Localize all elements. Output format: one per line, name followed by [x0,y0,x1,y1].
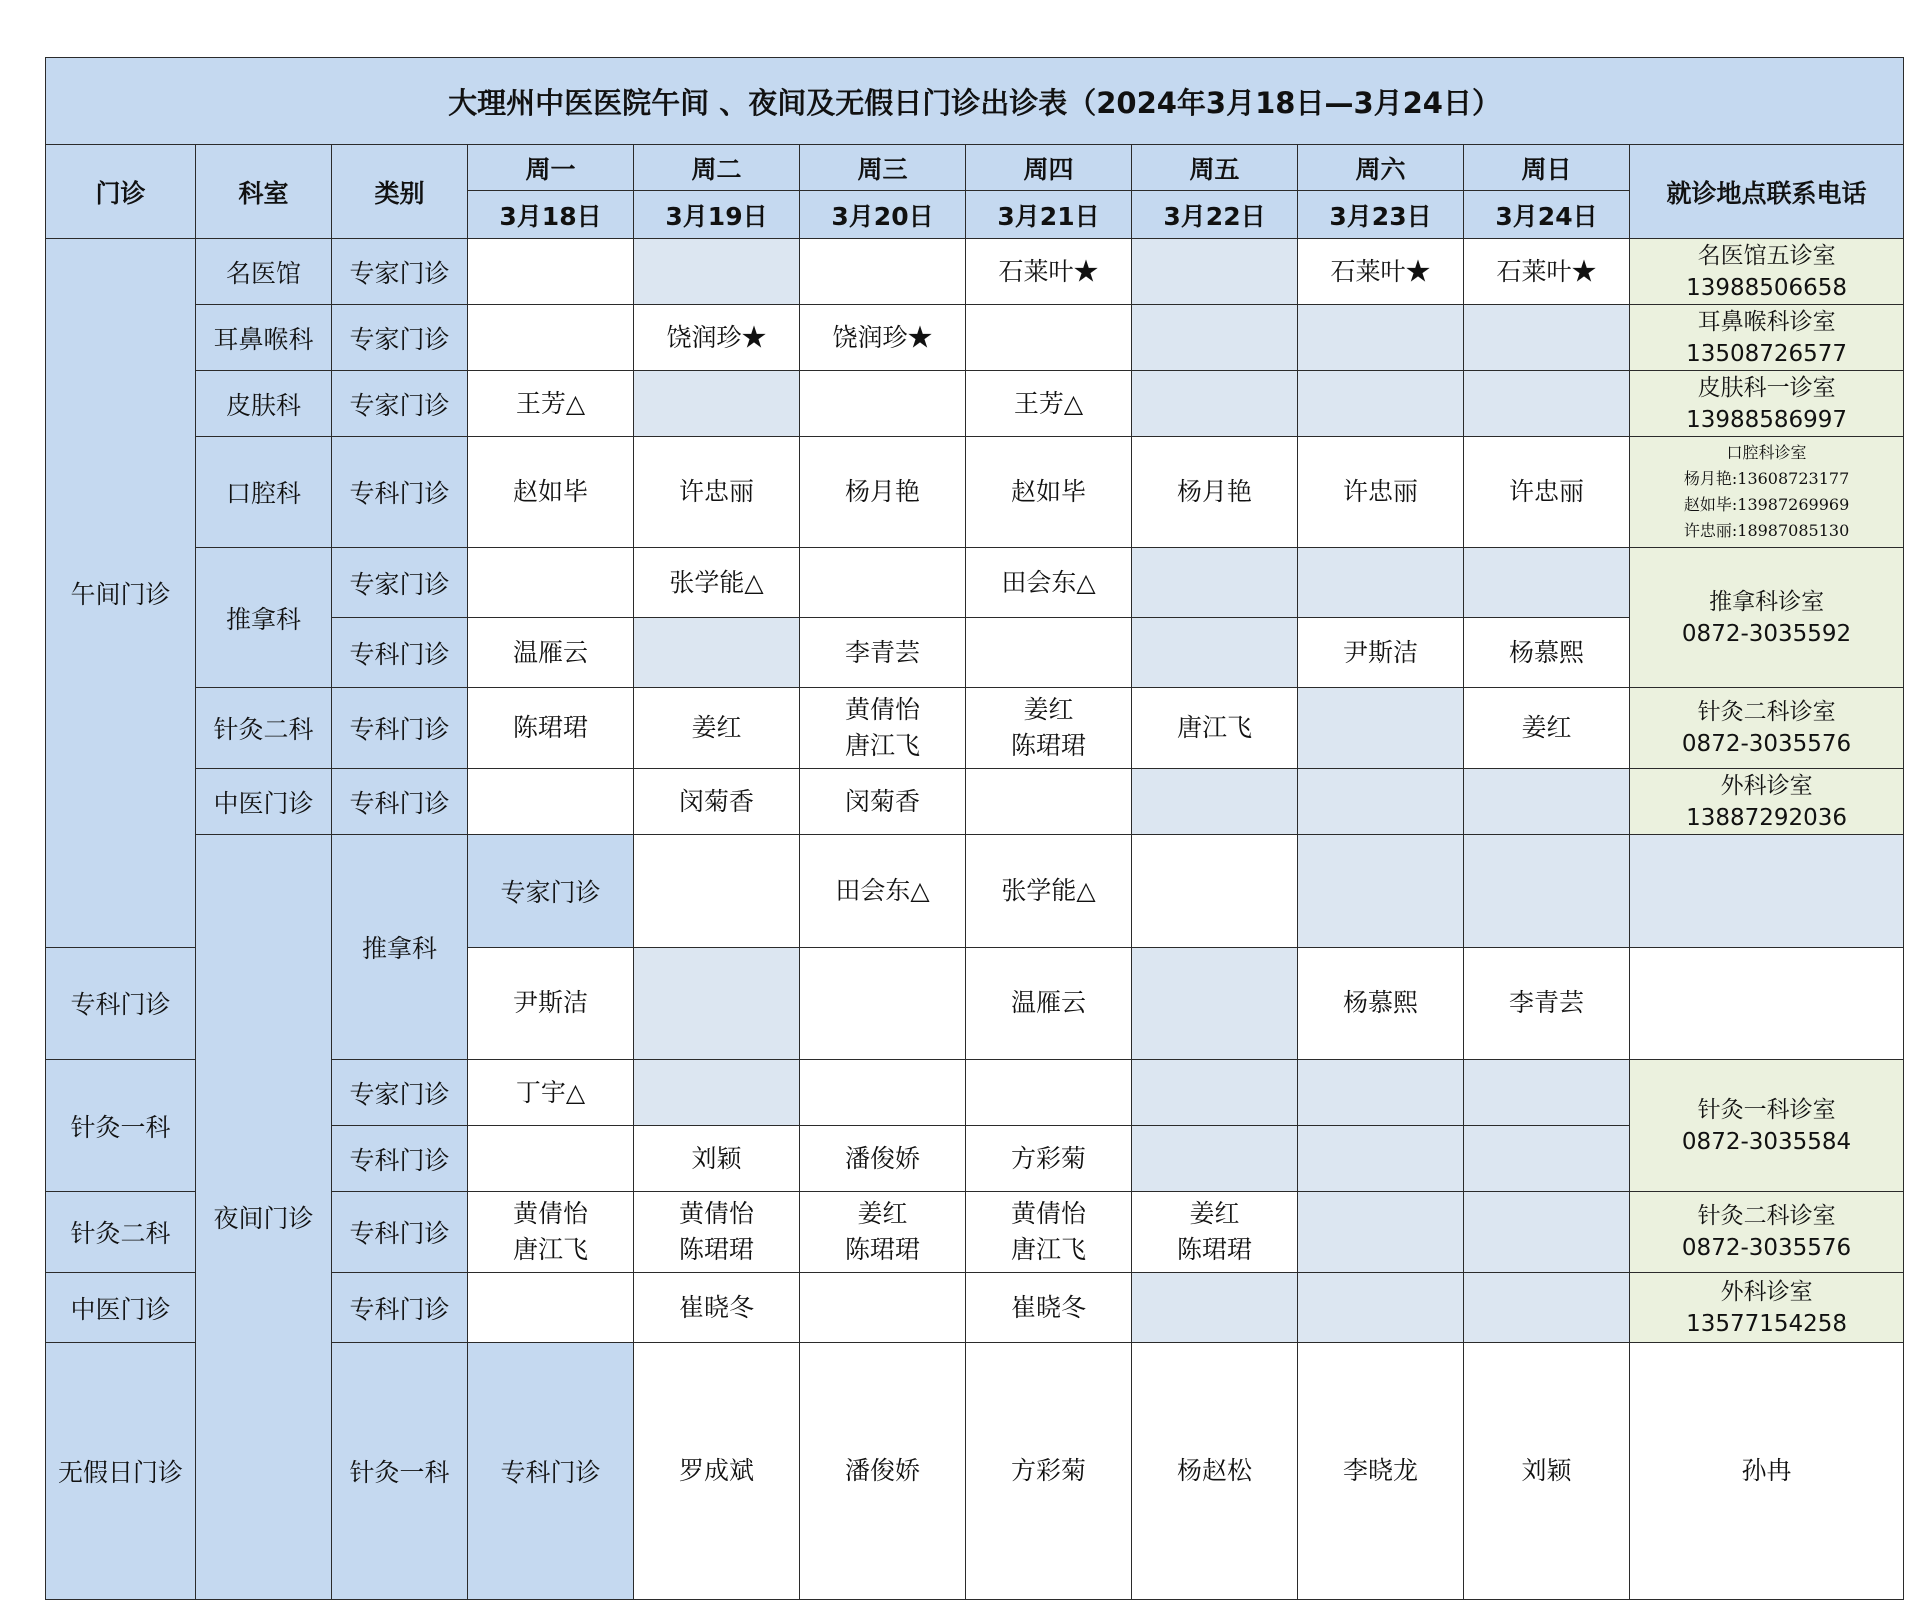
category-label: 专科门诊 [46,947,196,1060]
doctor-name: 方彩菊 [1010,1143,1086,1173]
schedule-cell [1298,1343,1464,1600]
schedule-cell [966,947,1132,1060]
schedule-cell [1464,835,1630,948]
schedule-cell [966,688,1132,769]
schedule-cell [468,688,634,769]
schedule-cell [1132,1273,1298,1343]
schedule-cell [800,618,966,688]
header-weekday: 周一 [468,145,634,191]
doctor-name: 田会东△ [1001,567,1096,597]
header-contact: 就诊地点联系电话 [1630,145,1904,239]
header-weekday: 周五 [1132,145,1298,191]
doctor-name: 赵如毕 [512,477,588,506]
schedule-cell [634,1273,800,1343]
dept-label: 针灸二科 [46,1192,196,1273]
schedule-cell [966,769,1132,835]
page-title: 大理州中医医院午间 、夜间及无假日门诊出诊表（2024年3月18日—3月24日） [46,58,1904,145]
schedule-cell [1298,688,1464,769]
doctor-name: 罗成斌 [678,1456,754,1485]
schedule-cell [1132,1192,1298,1273]
schedule-cell [1298,1126,1464,1192]
doctor-name: 田会东△ [835,875,930,905]
room-name: 名医馆五诊室 [1697,242,1836,269]
room-name: 推拿科诊室 [1709,588,1825,615]
schedule-cell [1132,437,1298,548]
doctor-name: 孙冉 [1741,1456,1792,1485]
doctor-name: 唐江飞 [1176,713,1252,742]
doctor-name: 杨月艳 [1176,477,1252,506]
schedule-cell [634,437,800,548]
schedule-cell [468,1060,634,1126]
room-name: 口腔科诊室 [1726,443,1807,462]
doctor-name: 尹斯洁 [1342,637,1418,667]
schedule-cell [1464,548,1630,618]
schedule-cell [634,618,800,688]
schedule-cell [634,305,800,371]
doctor-name: 李青芸 [844,637,920,667]
schedule-cell [1464,371,1630,437]
schedule-cell [1298,1060,1464,1126]
category-label: 专家门诊 [332,1060,468,1126]
doctor-name: 张学能△ [669,567,764,597]
schedule-cell [1464,618,1630,688]
header-clinic: 门诊 [46,145,196,239]
schedule-cell [1132,239,1298,305]
dept-label: 针灸一科 [46,1060,196,1192]
doctor-name: 王芳△ [1013,388,1084,418]
schedule-cell [468,769,634,835]
contact-cell [1630,239,1904,305]
dept-label: 名医馆 [196,239,332,305]
contact-cell [1630,305,1904,371]
clinic-group-label: 夜间门诊 [196,835,332,1600]
dept-label: 中医门诊 [196,769,332,835]
doctor-name: 姜红 [857,1199,908,1228]
header-category: 类别 [332,145,468,239]
header-date: 3月24日 [1464,191,1630,239]
schedule-cell [468,548,634,618]
header-weekday: 周日 [1464,145,1630,191]
doctor-name: 许忠丽 [1342,477,1418,506]
contact-cell [1630,1060,1904,1192]
contact-cell [1630,769,1904,835]
phone-number: 许忠丽:18987085130 [1683,521,1850,540]
dept-label: 推拿科 [332,835,468,1060]
room-name: 皮肤科一诊室 [1697,374,1836,401]
schedule-cell [1464,1126,1630,1192]
schedule-cell [966,1343,1132,1600]
schedule-cell [1298,835,1464,948]
category-label: 专科门诊 [332,437,468,548]
schedule-cell [966,305,1132,371]
dept-label: 口腔科 [196,437,332,548]
doctor-name: 饶润珍★ [666,322,767,352]
schedule-cell [468,437,634,548]
schedule-cell [800,1343,966,1600]
clinic-group-label: 午间门诊 [46,239,196,948]
schedule-cell [634,1126,800,1192]
schedule-cell [468,1273,634,1343]
doctor-name: 刘颖 [1521,1456,1572,1485]
schedule-cell [1132,305,1298,371]
doctor-name: 闵菊香 [844,786,920,816]
doctor-name: 唐江飞 [844,731,920,760]
header-weekday: 周四 [966,145,1132,191]
category-label: 专科门诊 [332,1126,468,1192]
room-name: 针灸二科诊室 [1697,699,1836,725]
phone-number: 0872-3035584 [1681,1128,1852,1155]
schedule-cell [966,548,1132,618]
schedule-cell [1298,371,1464,437]
table-row [46,371,1904,437]
dept-label: 耳鼻喉科 [196,305,332,371]
category-label: 专家门诊 [332,239,468,305]
table-row [46,769,1904,835]
header-date: 3月22日 [1132,191,1298,239]
schedule-cell [800,769,966,835]
schedule-cell [1298,1192,1464,1273]
phone-number: 杨月艳:13608723177 [1683,469,1850,488]
doctor-name: 陈珺珺 [844,1235,920,1264]
schedule-cell [1298,947,1464,1060]
schedule-cell [468,371,634,437]
schedule-cell [1464,1192,1630,1273]
doctor-name: 姜红 [691,713,742,742]
doctor-name: 崔晓冬 [1010,1292,1086,1322]
room-name: 耳鼻喉科诊室 [1697,308,1836,335]
schedule-table [45,57,1904,1600]
table-row [46,548,1904,618]
phone-number: 0872-3035576 [1681,731,1852,757]
schedule-cell [1464,1343,1630,1600]
schedule-cell [634,688,800,769]
doctor-name: 唐江飞 [1010,1235,1086,1264]
schedule-cell [634,835,800,948]
schedule-cell [1132,548,1298,618]
phone-number: 13988586997 [1686,406,1848,433]
contact-cell [1630,548,1904,688]
contact-cell [1630,1273,1904,1343]
doctor-name: 刘颖 [691,1143,742,1173]
schedule-cell [1298,548,1464,618]
schedule-cell [468,305,634,371]
schedule-cell [800,835,966,948]
doctor-name: 李晓龙 [1342,1456,1418,1485]
doctor-name: 姜红 [1023,695,1074,724]
schedule-cell [800,548,966,618]
dept-label: 推拿科 [196,548,332,688]
doctor-name: 张学能△ [1001,875,1096,905]
doctor-name: 姜红 [1189,1199,1240,1228]
table-row [46,239,1904,305]
category-label: 专科门诊 [332,688,468,769]
schedule-cell [1132,1060,1298,1126]
schedule-cell [468,1126,634,1192]
category-label: 专家门诊 [332,371,468,437]
doctor-name: 崔晓冬 [678,1292,754,1322]
doctor-name: 黄倩怡 [678,1199,754,1228]
dept-label: 中医门诊 [46,1273,196,1343]
category-label: 专家门诊 [468,835,634,948]
category-label: 专科门诊 [332,1192,468,1273]
contact-cell [1630,371,1904,437]
header-weekday: 周六 [1298,145,1464,191]
doctor-name: 尹斯洁 [512,988,588,1018]
doctor-name: 杨慕熙 [1508,637,1584,667]
doctor-name: 陈珺珺 [1176,1235,1252,1264]
schedule-cell [1298,618,1464,688]
schedule-cell [966,1060,1132,1126]
schedule-cell [1464,1273,1630,1343]
header-date: 3月20日 [800,191,966,239]
schedule-cell [634,947,800,1060]
schedule-cell [1132,947,1298,1060]
schedule-cell [800,1273,966,1343]
category-label: 专科门诊 [332,1273,468,1343]
schedule-cell [1298,769,1464,835]
schedule-cell [1132,1343,1298,1600]
schedule-cell [800,371,966,437]
schedule-cell [1298,239,1464,305]
room-name: 外科诊室 [1720,772,1813,799]
schedule-cell [1464,239,1630,305]
dept-label: 针灸一科 [332,1343,468,1600]
dept-label: 皮肤科 [196,371,332,437]
room-name: 外科诊室 [1720,1278,1813,1305]
contact-cell [1630,437,1904,548]
schedule-cell [634,548,800,618]
phone-number: 赵如毕:13987269969 [1683,495,1850,514]
schedule-cell [800,305,966,371]
doctor-name: 许忠丽 [1508,477,1584,506]
schedule-cell [468,1192,634,1273]
schedule-cell [1298,1273,1464,1343]
schedule-cell [468,618,634,688]
schedule-cell [1464,305,1630,371]
category-label: 专科门诊 [332,618,468,688]
schedule-cell [1630,835,1904,948]
table-row [46,437,1904,548]
category-label: 专家门诊 [332,305,468,371]
category-label: 专家门诊 [332,548,468,618]
schedule-cell [966,835,1132,948]
doctor-name: 杨慕熙 [1342,988,1418,1018]
doctor-name: 温雁云 [512,637,588,667]
category-label: 专科门诊 [468,1343,634,1600]
schedule-cell [1298,305,1464,371]
table-row [46,835,1904,948]
schedule-cell [800,1060,966,1126]
schedule-cell [1464,1060,1630,1126]
schedule-cell [468,239,634,305]
header-weekday: 周三 [800,145,966,191]
schedule-cell [1630,1343,1904,1600]
doctor-name: 许忠丽 [678,477,754,506]
dept-label: 针灸二科 [196,688,332,769]
phone-number: 0872-3035576 [1681,1235,1852,1261]
doctor-name: 陈珺珺 [678,1235,754,1264]
doctor-name: 杨月艳 [844,477,920,506]
doctor-name: 丁宇△ [515,1077,586,1107]
header-date: 3月18日 [468,191,634,239]
doctor-name: 石莱叶★ [1496,256,1597,286]
schedule-cell [800,1126,966,1192]
schedule-cell [966,239,1132,305]
phone-number: 0872-3035592 [1681,620,1852,647]
schedule-cell [1464,437,1630,548]
doctor-name: 潘俊娇 [844,1143,920,1173]
schedule-cell [1132,1126,1298,1192]
contact-cell [1630,688,1904,769]
phone-number: 13887292036 [1686,804,1848,831]
schedule-cell [1132,618,1298,688]
doctor-name: 饶润珍★ [832,322,933,352]
schedule-cell [634,1343,800,1600]
phone-number: 13508726577 [1686,340,1848,367]
doctor-name: 石莱叶★ [1330,256,1431,286]
category-label: 专科门诊 [332,769,468,835]
schedule-cell [1132,688,1298,769]
schedule-cell [966,371,1132,437]
schedule-cell [1464,769,1630,835]
table-row [46,688,1904,769]
doctor-name: 杨赵松 [1176,1456,1252,1485]
schedule-cell [634,1060,800,1126]
schedule-cell [966,1192,1132,1273]
doctor-name: 陈珺珺 [512,713,588,742]
header-weekday: 周二 [634,145,800,191]
doctor-name: 黄倩怡 [1010,1199,1086,1228]
doctor-name: 闵菊香 [678,786,754,816]
header-date: 3月19日 [634,191,800,239]
schedule-cell [800,239,966,305]
doctor-name: 王芳△ [515,388,586,418]
schedule-cell [966,1273,1132,1343]
schedule-cell [800,437,966,548]
doctor-name: 石莱叶★ [998,256,1099,286]
header-dept: 科室 [196,145,332,239]
schedule-cell [1464,688,1630,769]
schedule-cell [1298,437,1464,548]
schedule-cell [1132,769,1298,835]
header-date: 3月21日 [966,191,1132,239]
schedule-cell [1464,947,1630,1060]
schedule-cell [634,1192,800,1273]
schedule-cell [800,1192,966,1273]
doctor-name: 潘俊娇 [844,1456,920,1485]
schedule-cell [966,618,1132,688]
phone-number: 13988506658 [1686,274,1848,301]
schedule-cell [634,239,800,305]
schedule-cell [1132,371,1298,437]
schedule-cell [966,437,1132,548]
room-name: 针灸一科诊室 [1697,1096,1836,1123]
doctor-name: 唐江飞 [512,1235,588,1264]
room-name: 针灸二科诊室 [1697,1203,1836,1229]
schedule-cell [800,688,966,769]
schedule-cell [800,947,966,1060]
doctor-name: 黄倩怡 [844,695,920,724]
contact-cell [1630,1192,1904,1273]
doctor-name: 温雁云 [1010,988,1086,1018]
doctor-name: 方彩菊 [1010,1456,1086,1485]
doctor-name: 姜红 [1521,713,1572,742]
clinic-group-label: 无假日门诊 [46,1343,196,1600]
phone-number: 13577154258 [1686,1310,1848,1337]
header-date: 3月23日 [1298,191,1464,239]
doctor-name: 陈珺珺 [1010,731,1086,760]
schedule-cell [634,371,800,437]
table-row [46,305,1904,371]
doctor-name: 黄倩怡 [512,1199,588,1228]
schedule-cell [966,1126,1132,1192]
doctor-name: 赵如毕 [1010,477,1086,506]
doctor-name: 李青芸 [1508,988,1584,1018]
schedule-cell [468,947,634,1060]
schedule-cell [1132,835,1298,948]
schedule-cell [634,769,800,835]
